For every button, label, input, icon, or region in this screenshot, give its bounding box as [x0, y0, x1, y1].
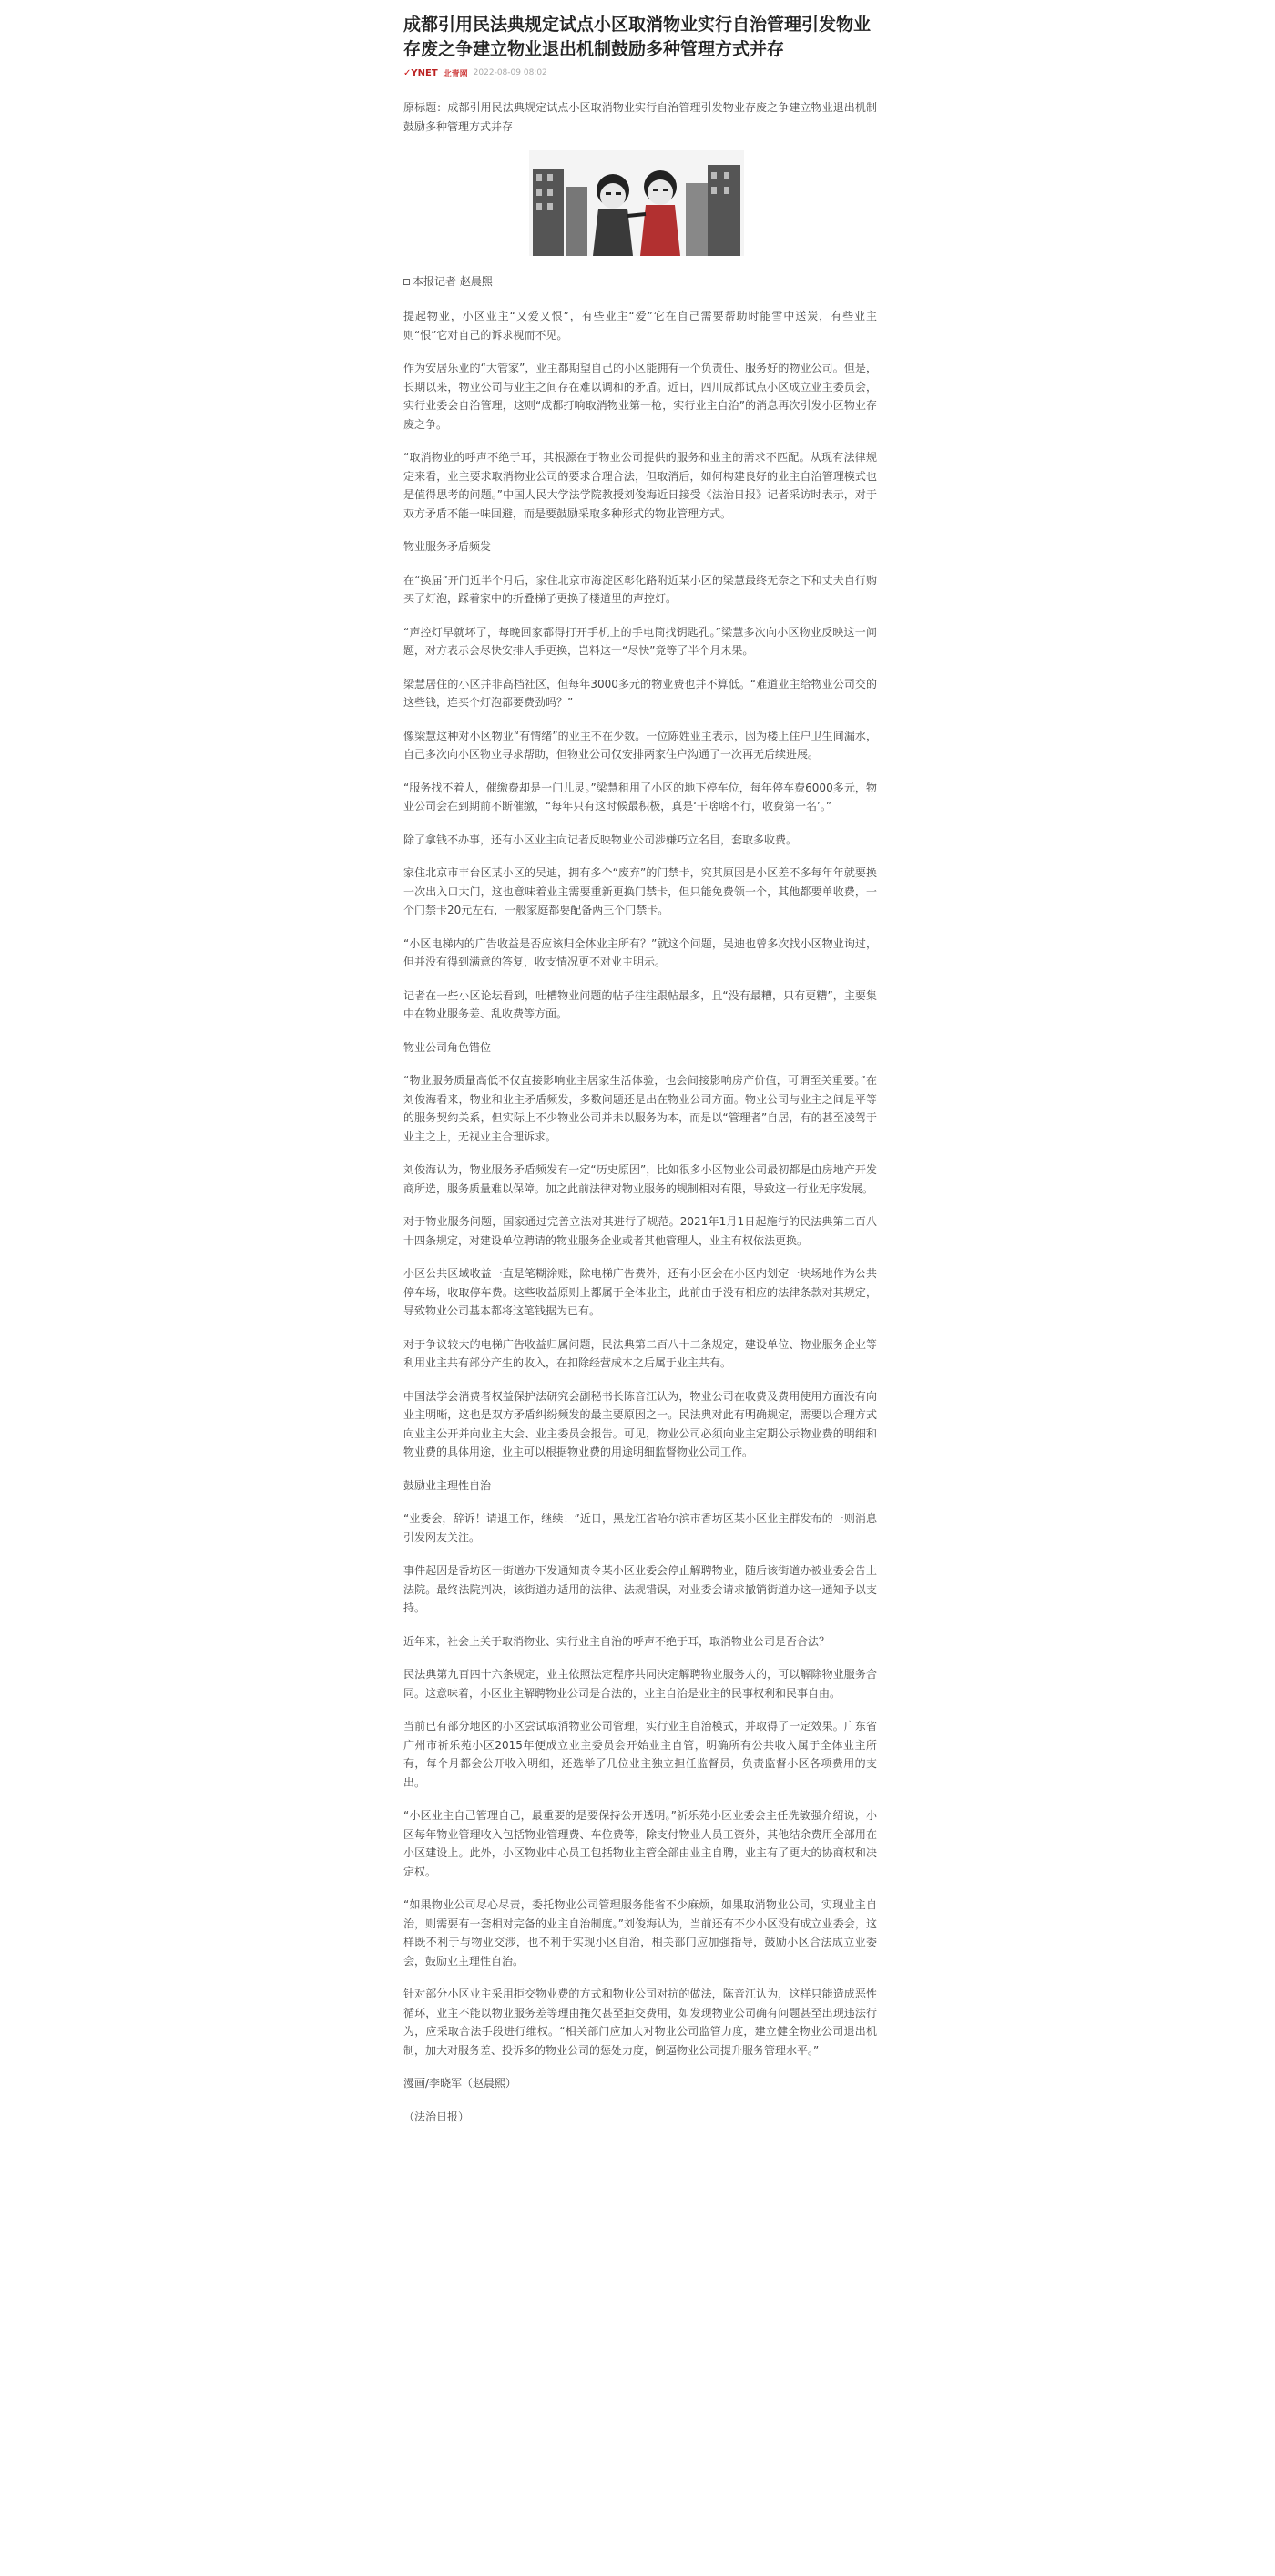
paragraph: “物业服务质量高低不仅直接影响业主居家生活体验，也会间接影响房产价值，可谓至关重要。”在刘俊海看来，物业和业主矛盾频发，多数问题还是出在物业公司方面。物业公司与业主之间是平等的服务契约关系，但实际上不少物业公司并未以服务为本，而是以“管理者”自居，有的甚至凌驾于业主之上，无视业主合理诉求。: [403, 1074, 877, 1143]
paragraph: 事件起因是香坊区一街道办下发通知责令某小区业委会停止解聘物业，随后该街道办被业委会告上法院。最终法院判决，该街道办适用的法律、法规错误，对业委会请求撤销街道办这一通知予以支持。: [403, 1564, 877, 1614]
paragraph: “如果物业公司尽心尽责，委托物业公司管理服务能省不少麻烦，如果取消物业公司，实现业主自治，则需要有一套相对完备的业主自治制度。”刘俊海认为，当前还有不少小区没有成立业委会，这样既不利于与物业交涉，也不利于实现小区自治，相关部门应加强指导，鼓励小区合法成立业委会，鼓励业主理性自治。: [403, 1898, 877, 1968]
paragraph: 家住北京市丰台区某小区的吴迪，拥有多个“废弃”的门禁卡，究其原因是小区差不多每年年就要换一次出入口大门，这也意味着业主需要重新更换门禁卡，但只能免费领一个，其他都要单收费，一个门禁卡20元左右，一般家庭都要配备两三个门禁卡。: [403, 866, 877, 916]
paragraph: 中国法学会消费者权益保护法研究会副秘书长陈音江认为，物业公司在收费及费用使用方面没有向业主明晰，这也是双方矛盾纠纷频发的最主要原因之一。民法典对此有明确规定，需要以合理方式向业主公开并向业主大会、业主委员会报告。可见，物业公司必须向业主定期公示物业费的明细和物业费的具体用途，业主可以根据物业费的用途明细监督物业公司工作。: [403, 1389, 877, 1458]
article-meta: [403, 66, 877, 80]
paragraph: 梁慧居住的小区并非高档社区，但每年3000多元的物业费也并不算低。“难道业主给物业公司交的这些钱，连买个灯泡都要费劲吗？”: [403, 677, 877, 709]
section-heading: 物业服务矛盾频发: [403, 540, 492, 553]
paragraph: 民法典第九百四十六条规定，业主依照法定程序共同决定解聘物业服务人的，可以解除物业服务合同。这意味着，小区业主解聘物业公司是合法的，业主自治是业主的民事权利和民事自由。: [403, 1668, 877, 1700]
paragraph: 刘俊海认为，物业服务矛盾频发有一定“历史原因”，比如很多小区物业公司最初都是由房地产开发商所选，服务质量难以保障。加之此前法律对物业服务的规制相对有限，导致这一行业无序发展。: [403, 1163, 877, 1195]
publish-date: 2022-08-09 08:02: [473, 68, 547, 77]
section-heading: 物业公司角色错位: [403, 1040, 492, 1054]
paragraph: “小区业主自己管理自己，最重要的是要保持公开透明。”祈乐苑小区业委会主任冼敏强介绍说，小区每年物业管理收入包括物业管理费、车位费等，除支付物业人员工资外，其他结余费用全部用在小区建设上。此外，小区物业中心员工包括物业主管全部由业主自聘，业主有了更大的协商权和决定权。: [403, 1809, 877, 1878]
ynet-logo[interactable]: ✓YNET: [403, 67, 438, 78]
original-title: 原标题：成都引用民法典规定试点小区取消物业实行自治管理引发物业存废之争建立物业退出机制鼓励多种管理方式并存: [403, 101, 877, 133]
source-brand[interactable]: 北青网: [443, 69, 468, 79]
paragraph: 近年来，社会上关于取消物业、实行业主自治的呼声不绝于耳，取消物业公司是否合法？: [403, 1634, 831, 1648]
section-heading: 鼓励业主理性自治: [403, 1478, 492, 1492]
paragraph: “业委会，辞诉！请退工作，继续！”近日，黑龙江省哈尔滨市香坊区某小区业主群发布的一则消息引发网友关注。: [403, 1512, 877, 1544]
paragraph: “小区电梯内的广告收益是否应该归全体业主所有？”就这个问题，吴迪也曾多次找小区物业询过，但并没有得到满意的答复，收支情况更不对业主明示。: [403, 936, 877, 968]
reporter-line: [403, 272, 877, 291]
paragraph: “取消物业的呼声不绝于耳，其根源在于物业公司提供的服务和业主的需求不匹配。从现有法律规定来看，业主要求取消物业公司的要求合理合法，但取消后，如何构建良好的业主自治管理模式也是值得思考的问题。”中国人民大学法学院教授刘俊海近日接受《法治日报》记者采访时表示，对于双方矛盾不能一味回避，而是要鼓励采取多种形式的物业管理方式。: [403, 451, 877, 520]
paragraph: “声控灯早就坏了，每晚回家都得打开手机上的手电筒找钥匙孔。”梁慧多次向小区物业反映这一问题，对方表示会尽快安排人手更换，岂料这一“尽快”竟等了半个月未果。: [403, 625, 877, 657]
paragraph: “服务找不着人，催缴费却是一门儿灵。”梁慧租用了小区的地下停车位，每年停车费6000多元，物业公司会在到期前不断催缴，“每年只有这时候最积极，真是‘干啥啥不行，收费第一名’。”: [403, 781, 877, 813]
source-footer: （法治日报）: [403, 2110, 470, 2123]
paragraph: 提起物业，小区业主“又爱又恨”，有些业主“爱”它在自己需要帮助时能雪中送炭，有些业主则“恨”它对自己的诉求视而不见。: [403, 310, 877, 342]
article-title: 成都引用民法典规定试点小区取消物业实行自治管理引发物业存废之争建立物业退出机制鼓励多种管理方式并存: [403, 15, 872, 59]
image-credit: 漫画/李晓军（赵晨熙）: [403, 2077, 517, 2090]
image-placeholder-icon: [403, 279, 410, 285]
paragraph: 在“换届”开门近半个月后，家住北京市海淀区彰化路附近某小区的梁慧最终无奈之下和丈夫自行购买了灯泡，踩着家中的折叠梯子更换了楼道里的声控灯。: [403, 573, 877, 605]
paragraph: 对于争议较大的电梯广告收益归属问题，民法典第二百八十二条规定，建设单位、物业服务企业等利用业主共有部分产生的收入，在扣除经营成本之后属于业主共有。: [403, 1337, 877, 1369]
article: [403, 13, 877, 2141]
paragraph: 小区公共区域收益一直是笔糊涂账，除电梯广告费外，还有小区会在小区内划定一块场地作为公共停车场，收取停车费。这些收益原则上都属于全体业主，此前由于没有相应的法律条款对其规定，导致物业公司基本都将这笔钱据为已有。: [403, 1267, 877, 1317]
paragraph: 针对部分小区业主采用拒交物业费的方式和物业公司对抗的做法，陈音江认为，这样只能造成恶性循环，业主不能以物业服务差等理由拖欠甚至拒交费用，如发现物业公司确有问题甚至出现违法行为，应采取合法手段进行维权。“相关部门应加大对物业公司监管力度，建立健全物业公司退出机制，加大对服务差、投诉多的物业公司的惩处力度，倒逼物业公司提升服务管理水平。”: [403, 1988, 877, 2057]
paragraph: 像梁慧这种对小区物业“有情绪”的业主不在少数。一位陈姓业主表示，因为楼上住户卫生间漏水，自己多次向小区物业寻求帮助，但物业公司仅安排两家住户沟通了一次再无后续进展。: [403, 729, 877, 761]
paragraph: 对于物业服务问题，国家通过完善立法对其进行了规范。2021年1月1日起施行的民法典第二百八十四条规定，对建设单位聘请的物业服务企业或者其他管理人，业主有权依法更换。: [403, 1215, 877, 1247]
reporter-name: 本报记者 赵晨熙: [413, 275, 493, 288]
cartoon-image: [529, 150, 744, 256]
paragraph: 记者在一些小区论坛看到，吐槽物业问题的帖子往往跟帖最多，且“没有最糟，只有更糟”，主要集中在物业服务差、乱收费等方面。: [403, 988, 877, 1020]
paragraph: 当前已有部分地区的小区尝试取消物业公司管理，实行业主自治模式，并取得了一定效果。广东省广州市祈乐苑小区2015年便成立业主委员会开始业主自管，明确所有公共收入属于全体业主所有，每个月都会公开收入明细，还选举了几位业主独立担任监督员，负责监督小区各项费用的支出。: [403, 1720, 877, 1789]
paragraph: 除了拿钱不办事，还有小区业主向记者反映物业公司涉嫌巧立名目，套取多收费。: [403, 833, 798, 846]
cartoon-illustration: [529, 150, 744, 256]
paragraph: 作为安居乐业的“大管家”，业主都期望自己的小区能拥有一个负责任、服务好的物业公司。但是，长期以来，物业公司与业主之间存在难以调和的矛盾。近日，四川成都试点小区成立业主委员会，实行业委会自治管理，这则“成都打响取消物业第一枪，实行业主自治”的消息再次引发小区物业存废之争。: [403, 362, 877, 431]
